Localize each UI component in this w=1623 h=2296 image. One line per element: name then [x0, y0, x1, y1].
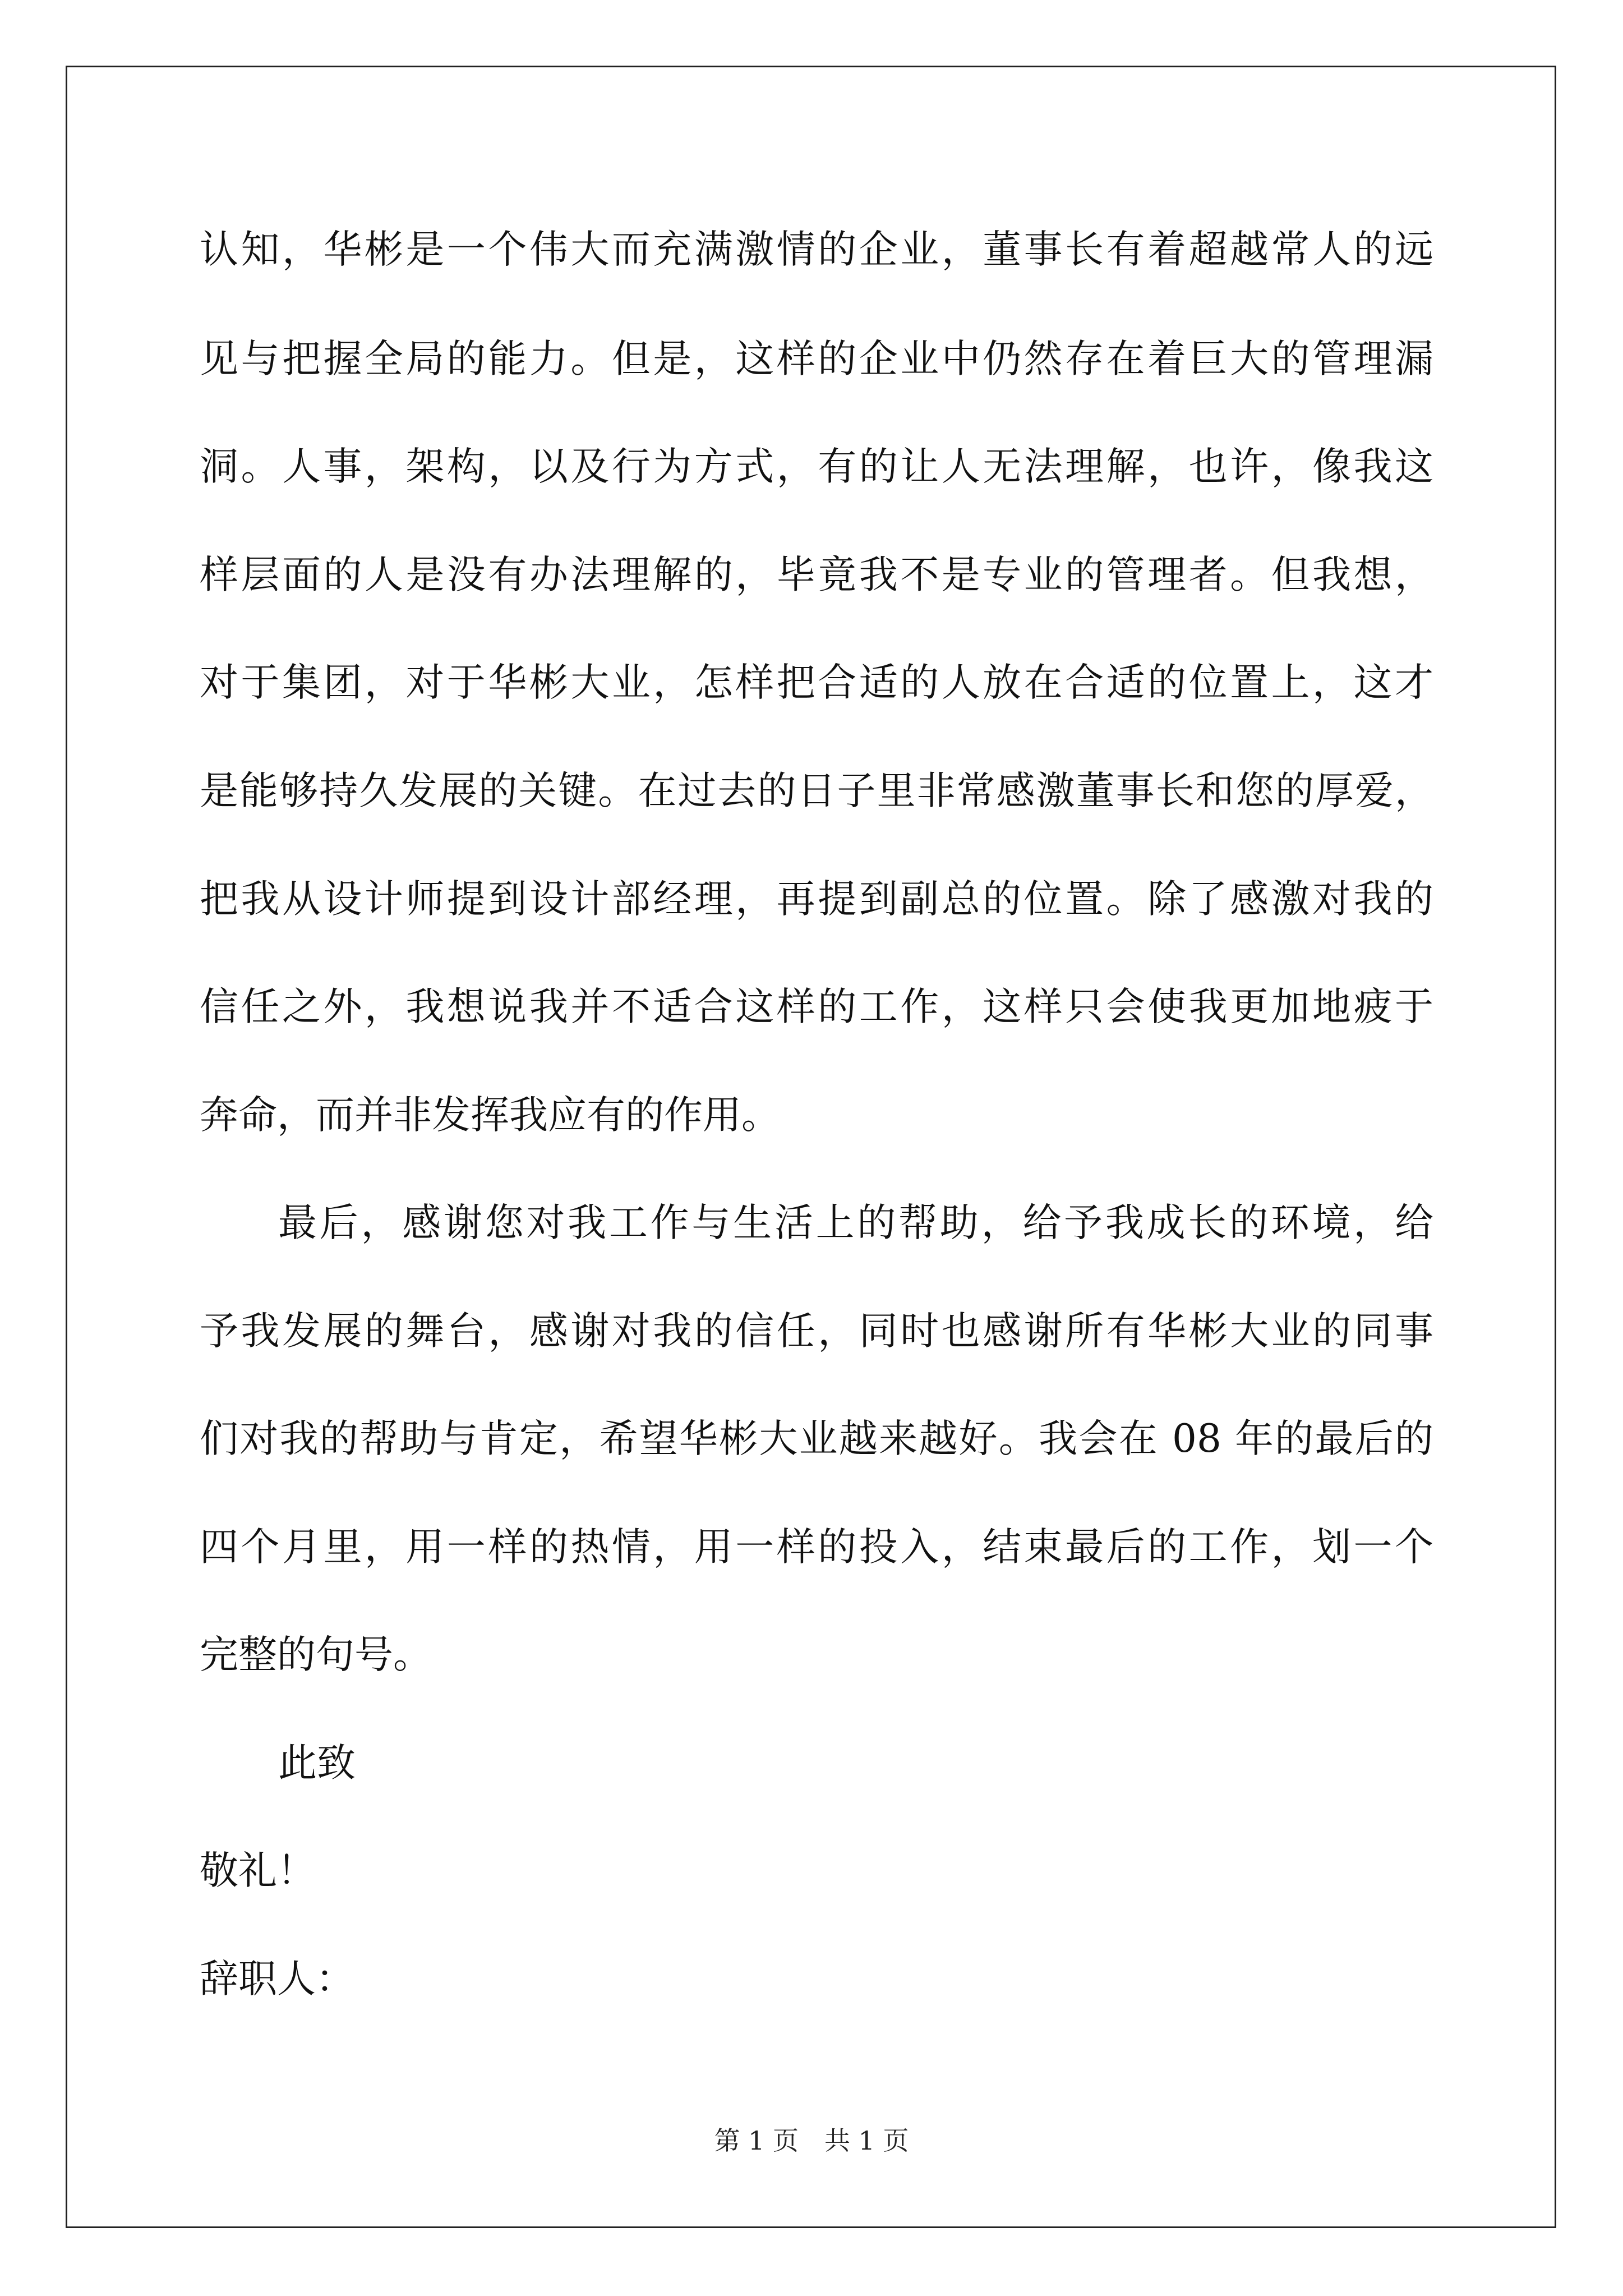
paragraph-line: 是能够持久发展的关键。在过去的日子里非常感激董事长和您的厚爱， [200, 769, 1433, 813]
paragraph-line: 四个月里，用一样的热情，用一样的投入，结束最后的工作，划一个 [200, 1525, 1433, 1570]
page-frame [66, 66, 1556, 2228]
page-footer: 第 1 页 共 1 页 [714, 2125, 909, 2156]
paragraph-line: 见与把握全局的能力。但是，这样的企业中仍然存在着巨大的管理漏 [200, 337, 1433, 381]
paragraph-line: 样层面的人是没有办法理解的，毕竟我不是专业的管理者。但我想， [200, 553, 1433, 597]
closing-regards: 敬礼！ [200, 1848, 316, 1893]
paragraph-line: 把我从设计师提到设计部经理，再提到副总的位置。除了感激对我的 [200, 877, 1433, 922]
paragraph-line: 信任之外，我想说我并不适合这样的工作，这样只会使我更加地疲于 [200, 984, 1433, 1029]
paragraph-line: 们对我的帮助与肯定，希望华彬大业越来越好。我会在 08 年的最后的 [200, 1416, 1433, 1461]
paragraph-line: 最后，感谢您对我工作与生活上的帮助，给予我成长的环境，给 [278, 1200, 1433, 1245]
paragraph-line: 对于集团，对于华彬大业，怎样把合适的人放在合适的位置上，这才 [200, 660, 1433, 705]
paragraph-line: 洞。人事，架构，以及行为方式，有的让人无法理解，也许，像我这 [200, 444, 1433, 489]
signature-label: 辞职人： [200, 1957, 354, 2001]
closing-salutation: 此致 [278, 1741, 356, 1786]
paragraph-line: 予我发展的舞台，感谢对我的信任，同时也感谢所有华彬大业的同事 [200, 1309, 1433, 1354]
paragraph-line: 奔命，而并非发挥我应有的作用。 [200, 1093, 780, 1138]
paragraph-line: 完整的句号。 [200, 1632, 432, 1677]
paragraph-line: 认知，华彬是一个伟大而充满激情的企业，董事长有着超越常人的远 [200, 227, 1433, 272]
